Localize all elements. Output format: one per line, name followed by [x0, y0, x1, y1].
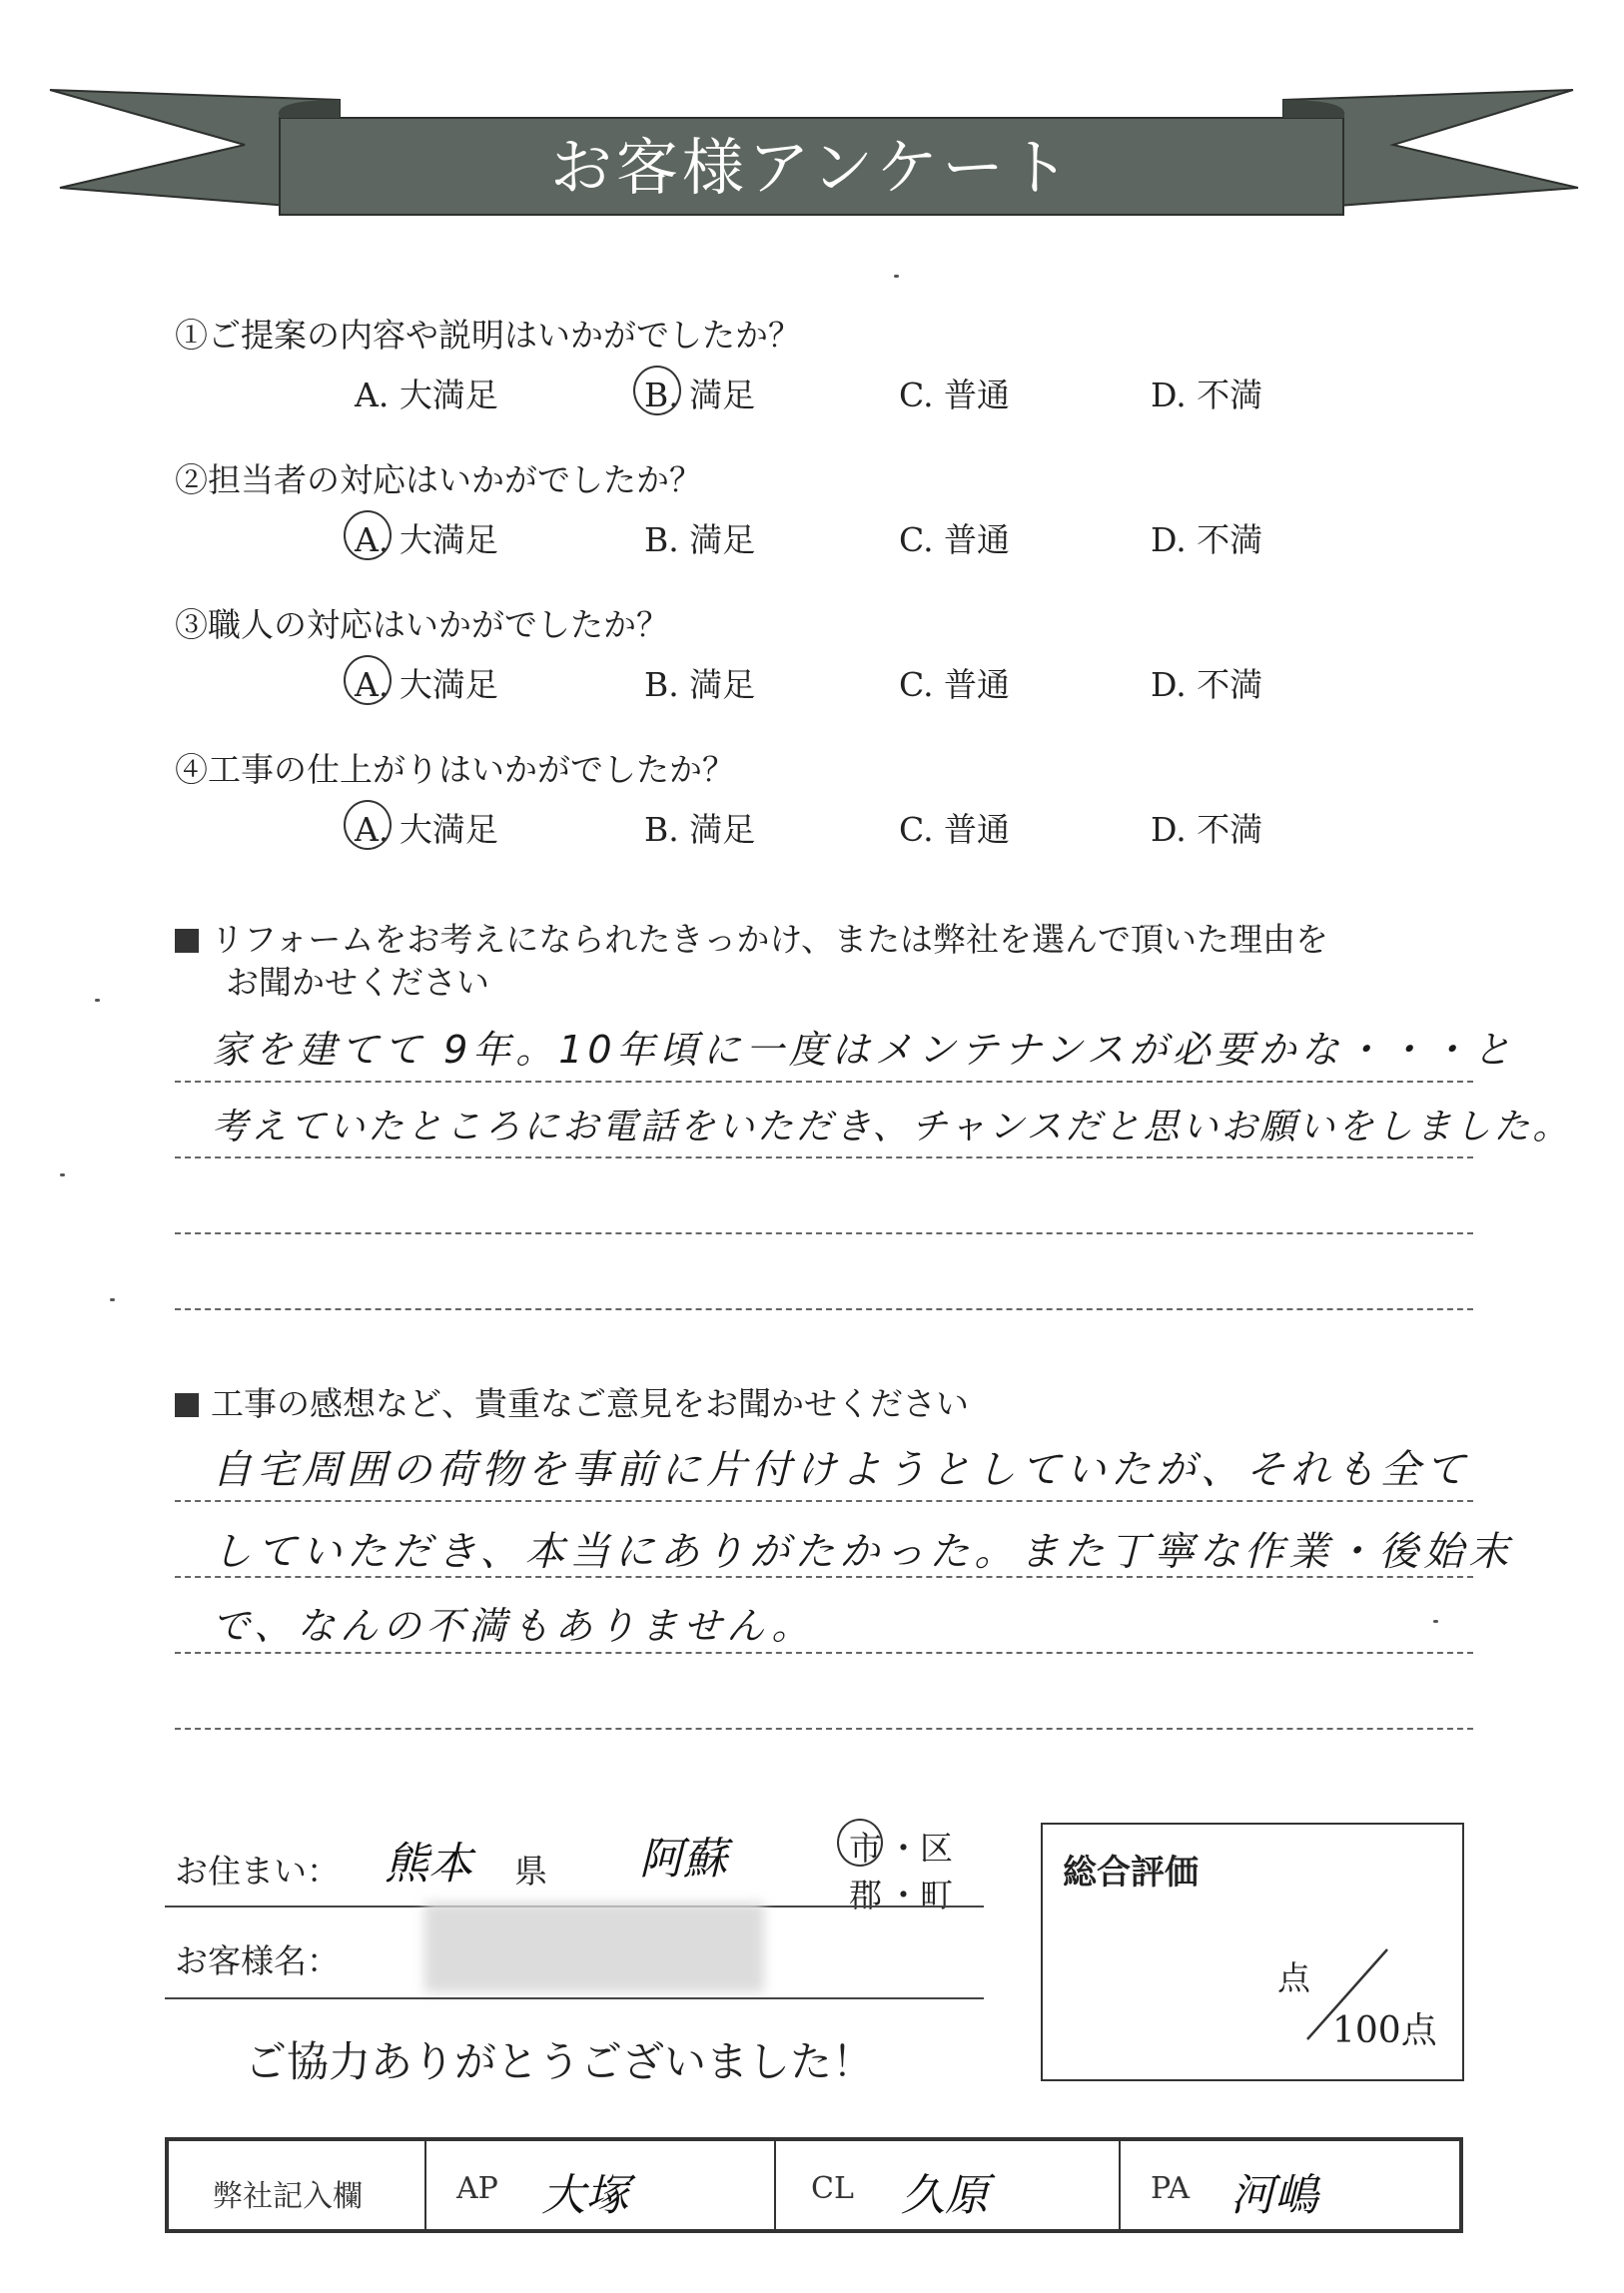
square-bullet-icon: [175, 1393, 199, 1417]
section1-answer-line1: 家を建てて 9年。10年頃に一度はメンテナンスが必要かな・・・と: [212, 1028, 1516, 1072]
option-a[interactable]: A. 大満足: [355, 520, 498, 559]
option-d[interactable]: D. 不満: [1151, 665, 1263, 704]
scan-speck: [95, 999, 100, 1002]
section2-heading: 工事の感想など、貴重なご意見をお聞かせください: [175, 1378, 969, 1425]
section1-heading: リフォームをお考えになられたきっかけ、または弊社を選んで頂いた理由を: [175, 914, 1328, 961]
answer-line: [175, 1500, 1473, 1502]
answer-line: [175, 1232, 1473, 1234]
scan-speck: [894, 275, 899, 278]
score-ten: 点: [1277, 1958, 1310, 1997]
pa-label: PA: [1151, 2171, 1191, 2206]
option-a[interactable]: A. 大満足: [355, 810, 498, 849]
option-b[interactable]: B. 満足: [644, 376, 756, 414]
office-label: 弊社記入欄: [213, 2179, 363, 2214]
pa-name: 河嶋: [1230, 2170, 1318, 2221]
option-d[interactable]: D. 不満: [1151, 376, 1263, 414]
square-bullet-icon: [175, 929, 199, 953]
scan-speck: [60, 1173, 65, 1176]
pa-cell: [1121, 2141, 1459, 2229]
option-c[interactable]: C. 普通: [899, 376, 1011, 414]
thanks-message: ご協力ありがとうございました！: [245, 2037, 875, 2086]
office-use-table: [165, 2137, 1463, 2233]
selected-circle: [633, 366, 681, 415]
address-gun: 郡: [849, 1876, 882, 1914]
selected-circle: [344, 510, 392, 560]
address-ku: ・区: [887, 1829, 953, 1868]
ap-cell: [426, 2141, 776, 2229]
question-text: ④工事の仕上がりはいかがでしたか？: [175, 750, 735, 789]
answer-line: [175, 1156, 1473, 1158]
answer-line: [175, 1081, 1473, 1083]
cl-name: 久原: [901, 2170, 989, 2221]
selected-circle: [344, 800, 392, 850]
question-text: ③職人の対応はいかがでしたか？: [175, 605, 669, 644]
option-b[interactable]: B. 満足: [644, 810, 756, 849]
answer-line: [175, 1652, 1473, 1654]
answer-line: [175, 1308, 1473, 1310]
question-text: ②担当者の対応はいかがでしたか？: [175, 460, 702, 499]
section1-answer-line2: 考えていたところにお電話をいただき、チャンスだと思いお願いをしました。: [212, 1107, 1572, 1147]
address-city: 阿蘇: [639, 1834, 727, 1885]
address-ken: 県: [514, 1852, 547, 1891]
address-shi: 市: [849, 1829, 882, 1868]
option-b[interactable]: B. 満足: [644, 520, 756, 559]
option-c[interactable]: C. 普通: [899, 665, 1011, 704]
question-text: ①ご提案の内容や説明はいかがでしたか？: [175, 316, 801, 355]
address-label: お住まい：: [175, 1852, 340, 1891]
address-cho: ・町: [887, 1876, 953, 1914]
address-prefecture: 熊本: [385, 1839, 472, 1890]
score-max: 100点: [1332, 2010, 1437, 2051]
section2-answer-line1: 自宅周囲の荷物を事前に片付けようとしていたが、それも全て: [212, 1447, 1470, 1493]
selected-circle: [837, 1819, 883, 1867]
option-d[interactable]: D. 不満: [1151, 810, 1263, 849]
overall-score-box: [1041, 1823, 1464, 2081]
option-c[interactable]: C. 普通: [899, 810, 1011, 849]
scan-speck: [1433, 1620, 1438, 1623]
option-d[interactable]: D. 不満: [1151, 520, 1263, 559]
section2-answer-line3: で、なんの不満もありません。: [212, 1604, 815, 1648]
section2-answer-line2: していただき、本当にありがたかった。また丁寧な作業・後始末: [212, 1529, 1514, 1575]
ap-name: 大塚: [541, 2170, 629, 2221]
section1-heading-line2: お聞かせください: [226, 963, 489, 1002]
option-c[interactable]: C. 普通: [899, 520, 1011, 559]
cl-cell: [776, 2141, 1121, 2229]
option-a[interactable]: A. 大満足: [355, 665, 498, 704]
office-label-cell: [169, 2141, 426, 2229]
answer-line: [175, 1576, 1473, 1578]
selected-circle: [344, 655, 392, 705]
ap-label: AP: [456, 2171, 498, 2206]
answer-line: [175, 1728, 1473, 1730]
customer-name-label: お客様名：: [175, 1941, 340, 1980]
customer-name-redacted: [424, 1903, 764, 1992]
survey-title: お客様アンケート: [549, 131, 1075, 204]
option-a[interactable]: A. 大満足: [355, 376, 498, 414]
option-b[interactable]: B. 満足: [644, 665, 756, 704]
scan-speck: [110, 1298, 115, 1301]
customer-name-underline: [165, 1997, 984, 1999]
score-title: 総合評価: [1063, 1853, 1199, 1893]
cl-label: CL: [811, 2171, 854, 2206]
